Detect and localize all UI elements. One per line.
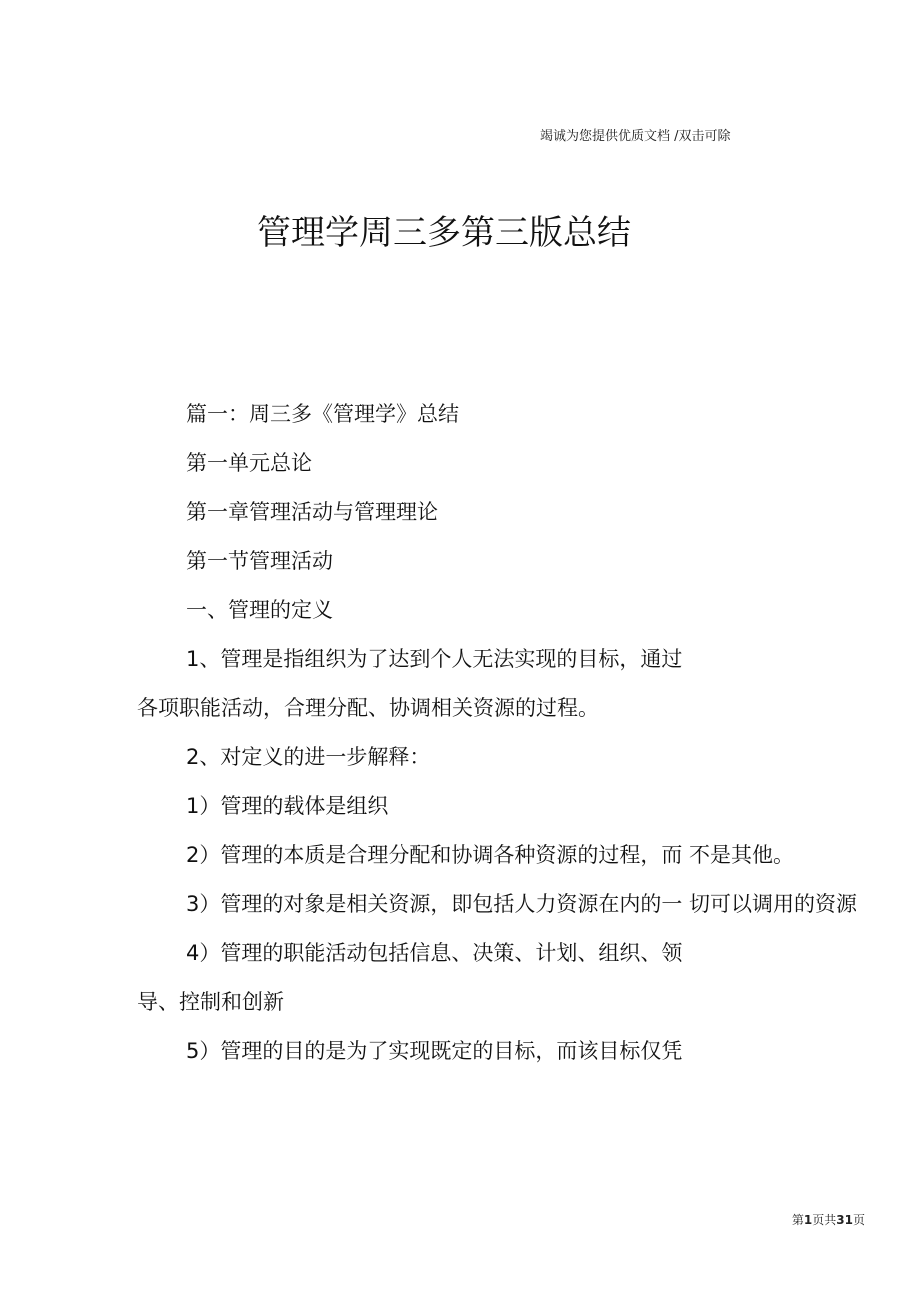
paragraph-line: 一、管理的定义: [186, 598, 333, 622]
paragraph-line: 导、控制和创新: [137, 990, 284, 1014]
document-title: 管理学周三多第三版总结: [257, 213, 631, 253]
paragraph-line: 1）管理的载体是组织: [186, 794, 389, 818]
page-footer: [700, 1211, 865, 1228]
header-note: 竭诚为您提供优质文档 /双击可除: [540, 129, 731, 144]
paragraph-line: 第一章管理活动与管理理论: [186, 500, 438, 524]
footer-middle: 页共: [812, 1213, 837, 1227]
paragraph-line: 第一节管理活动: [186, 549, 333, 573]
paragraph-line: 第一单元总论: [186, 451, 312, 475]
paragraph-line: 4）管理的职能活动包括信息、决策、计划、组织、领: [186, 941, 683, 965]
footer-suffix: 页: [852, 1213, 865, 1227]
paragraph-line: 1、管理是指组织为了达到个人无法实现的目标，通过: [186, 647, 683, 671]
footer-total-pages: 31: [836, 1213, 853, 1227]
footer-current-page: 1: [803, 1213, 813, 1227]
paragraph-line: 5）管理的目的是为了实现既定的目标，而该目标仅凭: [186, 1039, 683, 1063]
paragraph-line: 2）管理的本质是合理分配和协调各种资源的过程，而 不是其他。: [186, 843, 795, 867]
paragraph-line: 篇一：周三多《管理学》总结: [186, 402, 459, 426]
paragraph-line: 各项职能活动，合理分配、协调相关资源的过程。: [137, 696, 599, 720]
paragraph-line: 2、对定义的进一步解释：: [186, 745, 431, 769]
paragraph-line: 3）管理的对象是相关资源，即包括人力资源在内的一 切可以调用的资源: [186, 892, 858, 916]
footer-prefix: 第: [791, 1213, 804, 1227]
